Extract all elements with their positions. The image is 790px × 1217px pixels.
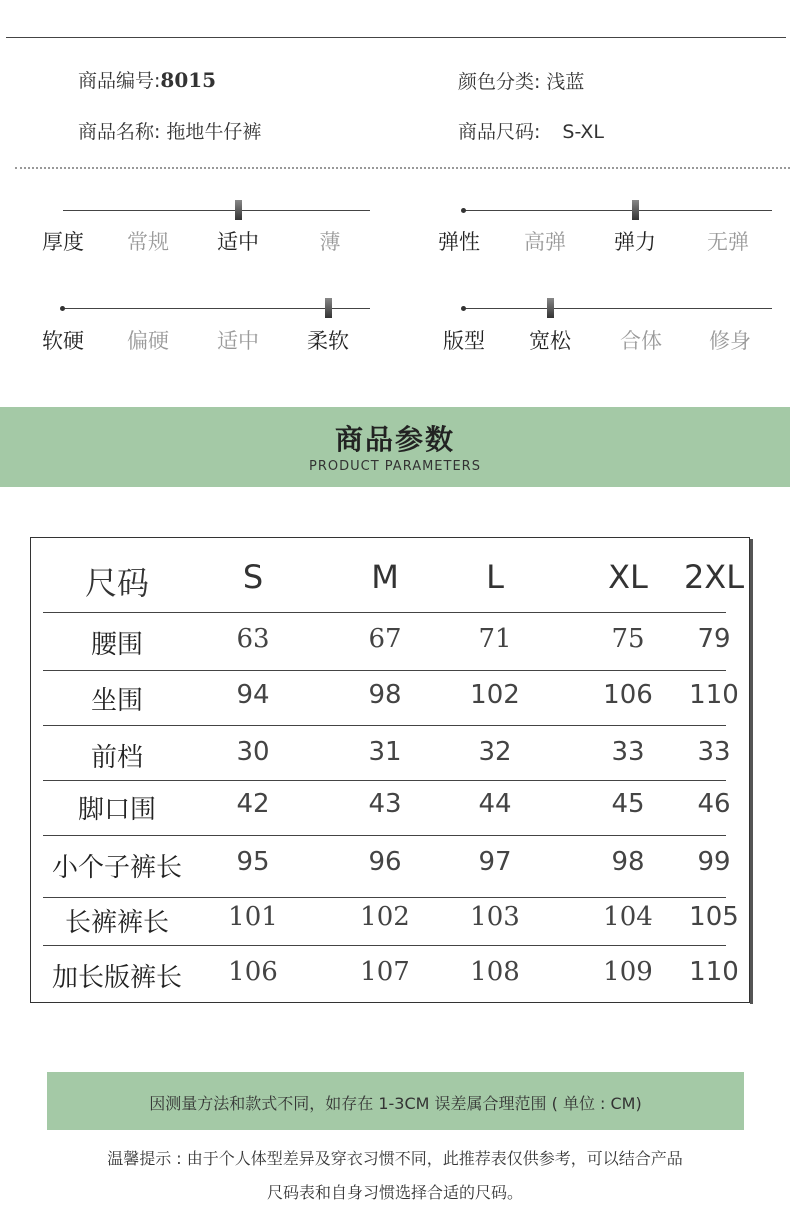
table-cell: 109: [603, 957, 653, 987]
measurement-note: 因测量方法和款式不同，如存在 1-3CM 误差属合理范围 ( 单位 : CM): [149, 1094, 642, 1113]
table-header-cell: M: [371, 558, 399, 596]
table-row-divider: [43, 612, 726, 613]
table-cell: 94: [236, 680, 270, 710]
tip-line-2: 尺码表和自身习惯选择合适的尺码。: [266, 1183, 523, 1202]
fit-scale-option: 宽松: [529, 329, 571, 353]
table-cell: 30: [236, 737, 270, 767]
table-row-label: 前档: [90, 743, 144, 773]
table-header-cell: XL: [608, 558, 648, 596]
elasticity-scale-option: 弹力: [614, 230, 656, 254]
product-code-label: 商品编号:: [78, 70, 161, 92]
product-size: [458, 117, 604, 144]
table-cell: 108: [470, 957, 520, 987]
section-title: 商品参数: [334, 423, 455, 456]
table-cell: 33: [611, 737, 645, 767]
table-row-divider: [43, 835, 726, 836]
softness-scale-label: 软硬: [42, 329, 84, 353]
table-row-label: 加长版裤长: [51, 963, 183, 993]
product-color: [458, 67, 584, 94]
table-cell: 45: [611, 789, 645, 819]
table-cell: 31: [368, 737, 402, 767]
table-cell: 107: [360, 957, 410, 987]
product-name-label: 商品名称:: [78, 121, 161, 143]
table-cell: 95: [236, 847, 270, 877]
table-cell: 106: [228, 957, 278, 987]
elasticity-scale-line: [463, 210, 772, 211]
thickness-scale-label: 厚度: [42, 230, 84, 254]
table-row-divider: [43, 670, 726, 671]
product-size-label: 商品尺码:: [458, 121, 541, 143]
table-cell: 104: [603, 902, 653, 932]
table-header-size: 尺码: [84, 564, 150, 602]
table-cell: 67: [368, 624, 402, 654]
table-cell: 75: [611, 624, 645, 654]
softness-scale-option: 偏硬: [127, 329, 169, 353]
table-cell: 102: [360, 902, 410, 932]
table-row-divider: [43, 897, 726, 898]
table-cell: 99: [697, 847, 731, 877]
product-color-value: 浅蓝: [546, 71, 585, 93]
softness-scale-start-dot: [60, 306, 65, 311]
table-cell: 44: [478, 789, 512, 819]
fit-scale-label: 版型: [443, 329, 485, 353]
table-header-cell: S: [242, 558, 264, 596]
table-cell: 32: [478, 737, 512, 767]
thickness-scale-option: 适中: [217, 230, 259, 254]
elasticity-scale-option: 无弹: [707, 230, 749, 254]
table-row-label: 小个子裤长: [51, 853, 183, 883]
top-divider: [6, 37, 786, 38]
table-row-divider: [43, 725, 726, 726]
table-cell: 46: [697, 789, 731, 819]
table-row-divider: [43, 780, 726, 781]
table-cell: 79: [697, 624, 731, 654]
elasticity-scale-option: 高弹: [524, 230, 566, 254]
table-cell: 105: [689, 902, 739, 932]
fit-scale-line: [463, 308, 772, 309]
table-cell: 63: [236, 624, 270, 654]
fit-scale-option: 修身: [709, 329, 751, 353]
table-header-cell: L: [486, 558, 504, 596]
table-cell: 97: [478, 847, 512, 877]
table-row-label: 腰围: [90, 630, 144, 660]
table-row-label: 脚口围: [77, 795, 157, 825]
softness-scale-line: [62, 308, 370, 309]
tip-line-1: 温馨提示 : 由于个人体型差异及穿衣习惯不同，此推荐表仅供参考，可以结合产品: [107, 1149, 683, 1168]
thickness-scale-option: 薄: [319, 230, 341, 254]
table-cell: 42: [236, 789, 270, 819]
table-cell: 103: [470, 902, 520, 932]
elasticity-scale-label: 弹性: [438, 230, 480, 254]
table-header-cell: 2XL: [683, 558, 745, 596]
table-cell: 43: [368, 789, 402, 819]
table-cell: 110: [689, 680, 739, 710]
table-cell: 106: [603, 680, 653, 710]
table-cell: 102: [470, 680, 520, 710]
table-cell: 71: [478, 624, 512, 654]
thickness-scale-option: 常规: [127, 230, 169, 254]
table-row-label: 长裤裤长: [64, 908, 170, 938]
table-cell: 101: [228, 902, 278, 932]
fit-scale-marker: [547, 298, 554, 318]
product-name: [78, 117, 261, 144]
product-code-value: 8015: [160, 68, 217, 92]
product-code: [78, 66, 216, 93]
softness-scale-marker: [325, 298, 332, 318]
dotted-divider: [15, 167, 790, 169]
product-color-label: 颜色分类:: [458, 71, 541, 93]
table-cell: 98: [368, 680, 402, 710]
table-row-label: 坐围: [90, 686, 144, 716]
softness-scale-option: 柔软: [307, 329, 349, 353]
section-subtitle: PRODUCT PARAMETERS: [309, 459, 481, 474]
table-cell: 96: [368, 847, 402, 877]
table-cell: 33: [697, 737, 731, 767]
table-row-divider: [43, 945, 726, 946]
fit-scale-option: 合体: [620, 329, 662, 353]
thickness-scale-line: [63, 210, 370, 211]
elasticity-scale-start-dot: [461, 208, 466, 213]
product-size-value: S-XL: [562, 121, 604, 143]
size-table-edge: [750, 539, 753, 1004]
product-name-value: 拖地牛仔裤: [166, 121, 262, 143]
table-cell: 98: [611, 847, 645, 877]
table-cell: 110: [689, 957, 739, 987]
softness-scale-option: 适中: [217, 329, 259, 353]
fit-scale-start-dot: [461, 306, 466, 311]
elasticity-scale-marker: [632, 200, 639, 220]
thickness-scale-marker: [235, 200, 242, 220]
